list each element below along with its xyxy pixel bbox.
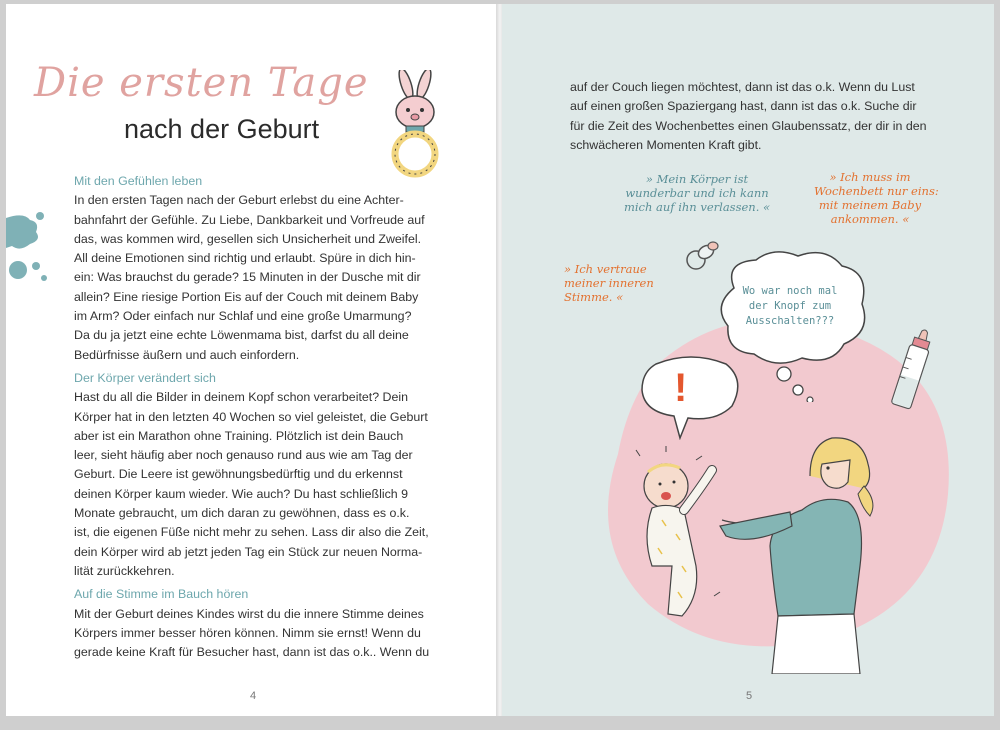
- exclamation-mark: !: [674, 366, 688, 410]
- text-line: auf einen großen Spaziergang hast, dann ist das o.k. Suche dir: [570, 99, 917, 114]
- page-number-right: 5: [746, 690, 753, 702]
- paragraph-stimme: [74, 605, 454, 663]
- paragraph-gefuehle: [74, 191, 454, 365]
- text-line: Hast du all die Bilder in deinem Kopf schon verarbeitet? Dein: [74, 390, 409, 405]
- baby-bottle-icon: [882, 326, 942, 416]
- section-heading-stimme: Auf die Stimme im Bauch hören: [74, 587, 249, 602]
- quote-wochenbett: [814, 170, 939, 226]
- text-line: In den ersten Tagen nach der Geburt erlebst du eine Achter-: [74, 193, 404, 208]
- quote-line: mit meinem Baby: [818, 198, 922, 212]
- quote-line: Stimme. «: [564, 290, 624, 304]
- mother-baby-illustration: [622, 416, 882, 674]
- text-line: deinen Körper kaum wieder. Wie auch? Du hast schließlich 9: [74, 486, 409, 501]
- text-line: bahnfahrt der Gefühle. Zu Liebe, Dankbarkeit und Vorfreude auf: [74, 212, 425, 227]
- bubble-line: Ausschalten???: [745, 315, 835, 327]
- body-text-left: [74, 172, 454, 666]
- text-line: Geburt. Die Leere ist gewöhnungsbedürftig und du erkennst: [74, 467, 403, 482]
- quote-line: ankommen. «: [830, 212, 910, 226]
- text-line: Da du ja jetzt eine echte Löwenmama bist, darfst du all deine: [74, 328, 409, 343]
- bubble-line: Wo war noch mal: [742, 285, 838, 297]
- quote-stimme: [564, 262, 654, 304]
- text-line: Monate gebraucht, um dich daran zu gewöhnen, dass es o.k.: [74, 506, 410, 521]
- title-subtitle: nach der Geburt: [124, 114, 320, 144]
- quote-line: meiner inneren: [564, 276, 654, 290]
- left-page: [6, 4, 498, 716]
- text-line: leer, sieht häufig aber noch genauso rund aus wie am Tag der: [74, 448, 413, 463]
- quote-line: wunderbar und ich kann: [625, 186, 769, 200]
- text-line: allein? Eine riesige Portion Eis auf der Couch mit deinem Baby: [74, 289, 419, 304]
- right-page: [502, 4, 994, 716]
- bunny-rattle-icon: [380, 70, 450, 182]
- body-text-right: [570, 78, 970, 155]
- bubble-line: der Knopf zum: [748, 300, 832, 312]
- paragraph-koerper: [74, 388, 454, 581]
- text-line: Mit der Geburt deines Kindes wirst du die innere Stimme deines: [74, 606, 424, 621]
- page-number-left: 4: [250, 690, 257, 702]
- section-heading-koerper: Der Körper verändert sich: [74, 370, 216, 385]
- text-line: All deine Emotionen sind richtig und erlaubt. Spüre in dich hin-: [74, 251, 416, 266]
- text-line: ein: Was brauchst du gerade? 15 Minuten in der Dusche mit dir: [74, 270, 421, 285]
- section-heading-gefuehle: Mit den Gefühlen leben: [74, 174, 203, 188]
- text-line: für die Zeit des Wochenbettes einen Glaubenssatz, der dir in den: [570, 118, 927, 133]
- text-line: dein Körper wird ab jetzt jeden Tag ein Stück zur neuen Norma-: [74, 544, 423, 559]
- text-line: auf der Couch liegen möchtest, dann ist das o.k. Wenn du Lust: [570, 80, 915, 94]
- text-line: im Arm? Oder einfach nur Schlaf und eine große Umarmung?: [74, 309, 412, 324]
- title-script: Die ersten Tage: [34, 60, 369, 106]
- quote-koerper: [622, 172, 772, 214]
- quote-line: Wochenbett nur eins:: [814, 184, 939, 198]
- text-line: Körpers immer besser hören können. Nimm sie ernst! Wenn du: [74, 625, 421, 640]
- thought-bubble-text: [738, 284, 842, 329]
- text-line: Körper hat in den letzten 40 Wochen so viel geleistet, die Geburt: [74, 409, 428, 424]
- quote-line: » Ich muss im: [829, 170, 911, 184]
- text-line: lität zurückkehren.: [74, 563, 175, 578]
- text-line: schwächeren Momenten Kraft gibt.: [570, 137, 762, 152]
- text-line: ist, die eigenen Füße nicht mehr zu sehen. Lass dir also die Zeit,: [74, 525, 429, 540]
- text-line: gerade keine Kraft für Besucher hast, dann ist das o.k.. Wenn du: [74, 645, 430, 660]
- text-line: aber ist ein Marathon ohne Training. Plötzlich ist dein Bauch: [74, 428, 404, 443]
- quote-line: » Ich vertraue: [564, 262, 647, 276]
- quote-line: » Mein Körper ist: [645, 172, 749, 186]
- quote-line: mich auf ihn verlassen. «: [623, 200, 771, 214]
- paint-splash-icon: [6, 208, 52, 290]
- text-line: das, was kommen wird, gesellen sich Unsicherheit und Zweifel.: [74, 231, 422, 246]
- text-line: Bedürfnisse äußern und auch einfordern.: [74, 347, 300, 362]
